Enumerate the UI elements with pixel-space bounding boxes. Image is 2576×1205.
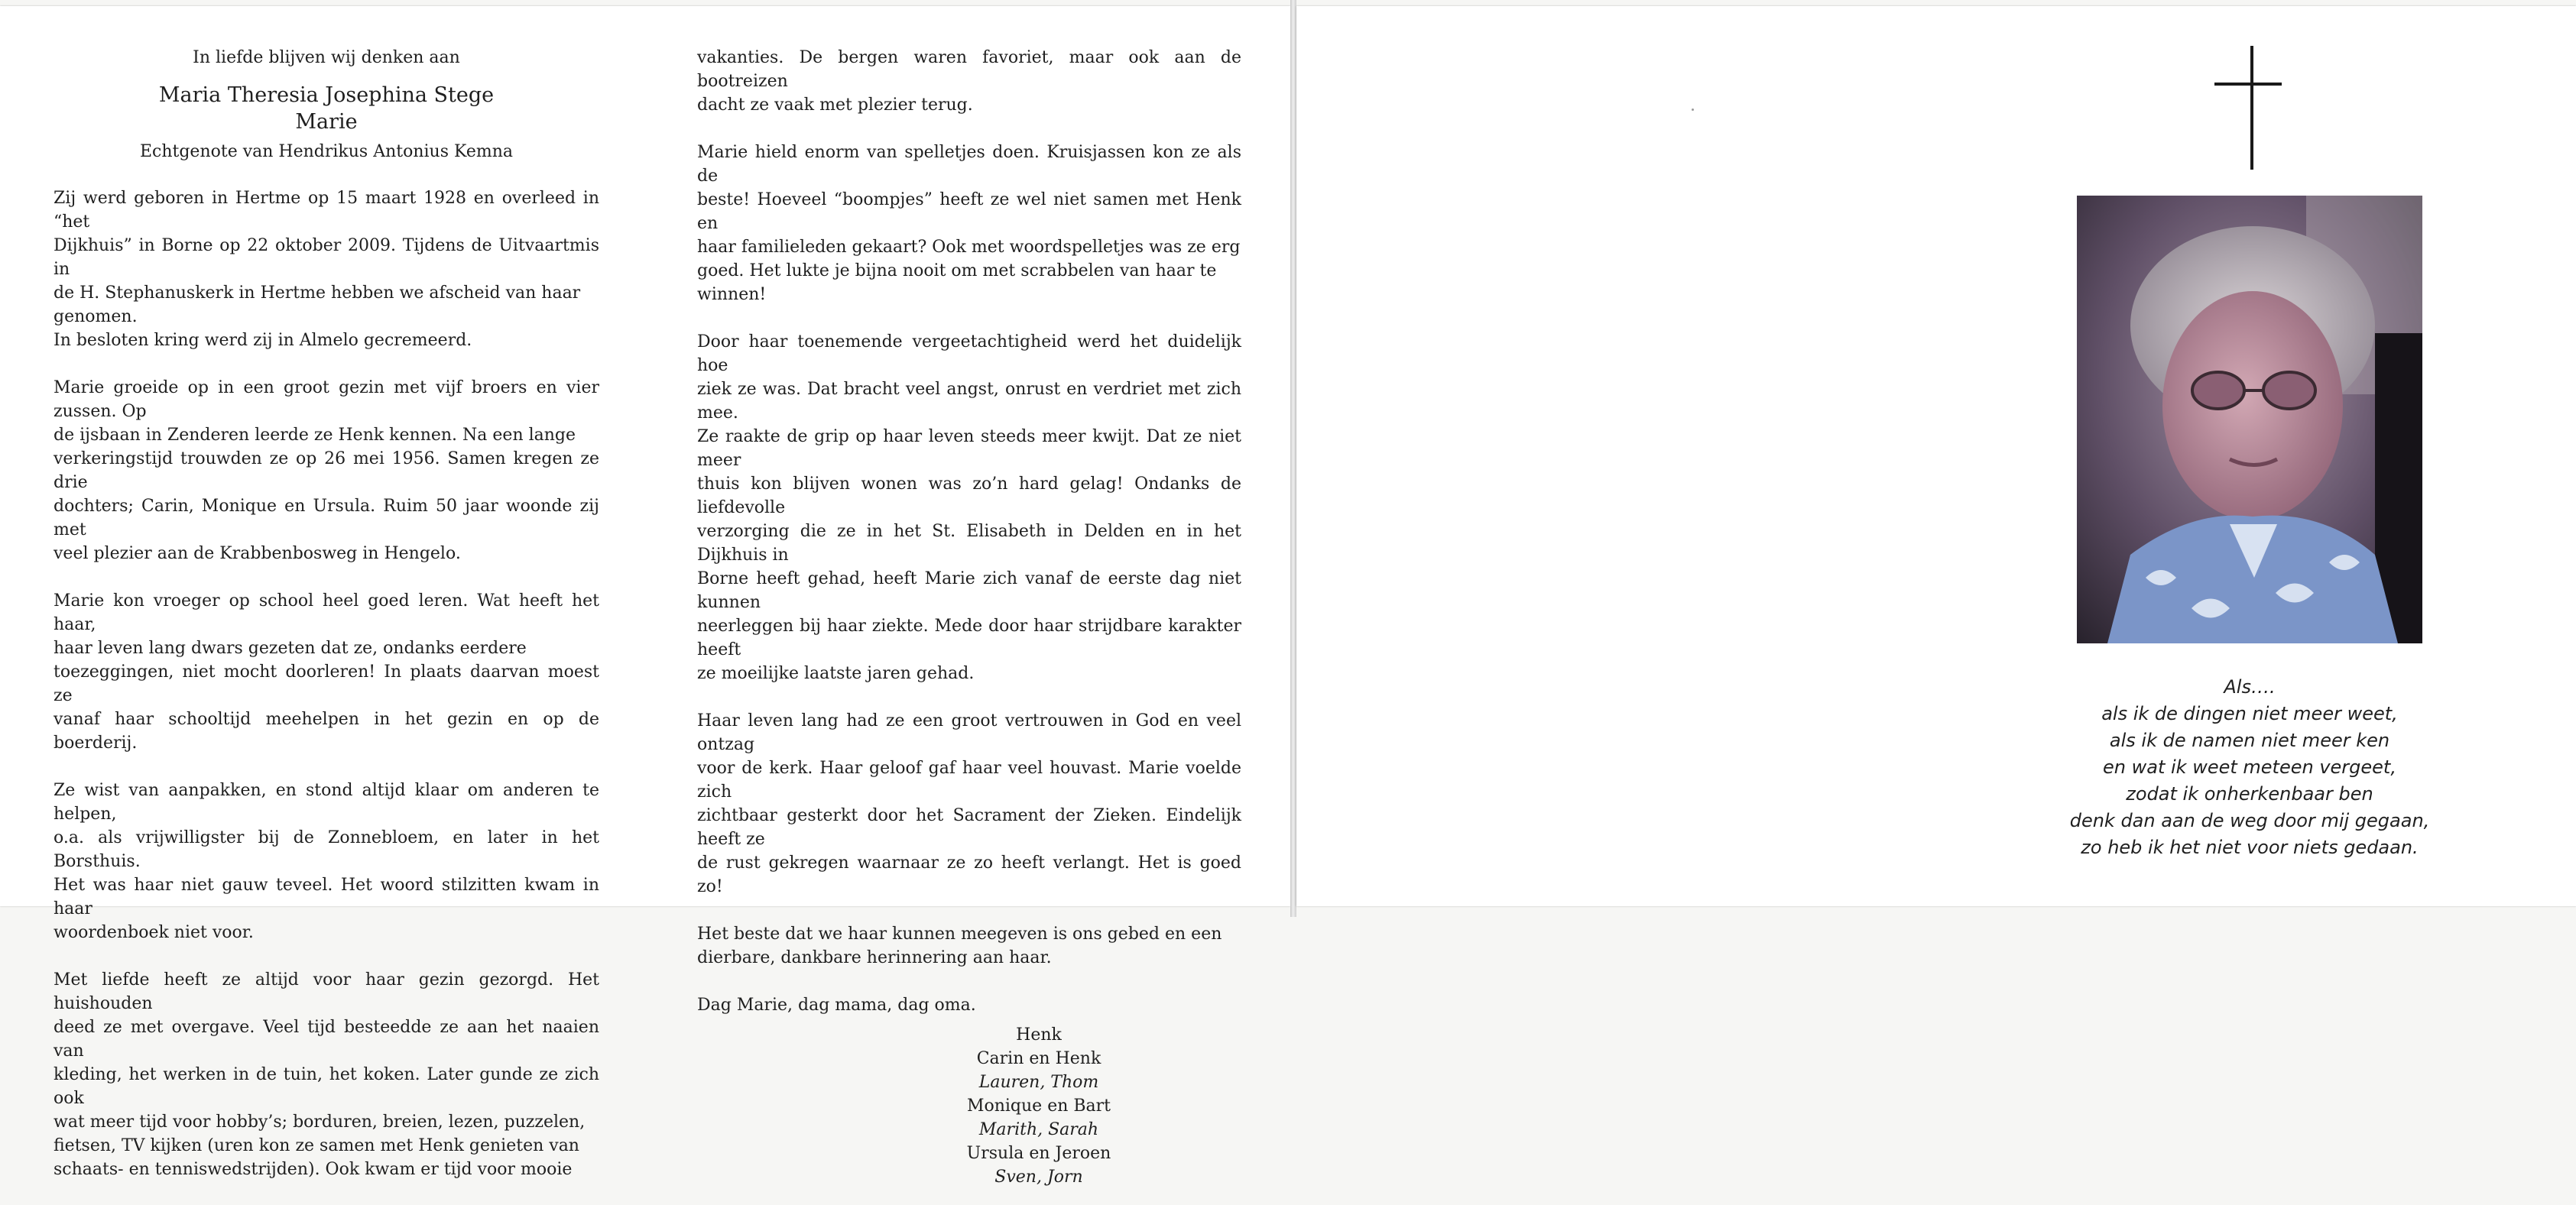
paragraph bbox=[54, 376, 599, 565]
paragraph-line: Zij werd geboren in Hertme op 15 maart 1928 en overleed in “het bbox=[54, 189, 599, 232]
paragraph bbox=[54, 779, 599, 944]
poem bbox=[2064, 674, 2435, 861]
paragraph bbox=[697, 330, 1241, 685]
deceased-full-name: Maria Theresia Josephina Stege bbox=[158, 83, 495, 107]
paragraph-line: voor de kerk. Haar geloof gaf haar veel houvast. Marie voelde zich bbox=[697, 759, 1241, 802]
family-member: Henk bbox=[1016, 1025, 1062, 1045]
poem-line: als ik de namen niet meer ken bbox=[2109, 730, 2390, 751]
biography-part-1 bbox=[54, 186, 599, 1181]
paragraph-line: de H. Stephanuskerk in Hertme hebben we afscheid van haar bbox=[54, 283, 581, 303]
poem-line: als ik de dingen niet meer weet, bbox=[2101, 703, 2398, 724]
paragraph-line: verzorging die ze in het St. Elisabeth in Delden en in het Dijkhuis in bbox=[697, 522, 1241, 565]
text-column-right bbox=[697, 46, 1241, 1189]
paragraph-line: toezeggingen, niet mocht doorleren! In plaats daarvan moest ze bbox=[54, 662, 599, 705]
paragraph bbox=[54, 968, 599, 1181]
card-fold bbox=[1290, 0, 1296, 917]
paragraph-line: woordenboek niet voor. bbox=[54, 923, 254, 942]
paragraph-line: zichtbaar gesterkt door het Sacrament der Zieken. Eindelijk heeft ze bbox=[697, 806, 1241, 849]
paragraph-line: haar leven lang dwars gezeten dat ze, ondanks eerdere bbox=[54, 639, 527, 658]
paragraph-line: vakanties. De bergen waren favoriet, maar ook aan de bootreizen bbox=[697, 48, 1241, 91]
paragraph-line: kleding, het werken in de tuin, het koken. Later gunde ze zich ook bbox=[54, 1065, 599, 1108]
family-member: Monique en Bart bbox=[966, 1096, 1111, 1116]
paragraph-line: fietsen, TV kijken (uren kon ze samen met Henk genieten van bbox=[54, 1136, 579, 1155]
biography-part-2 bbox=[697, 46, 1241, 970]
paragraph-line: In besloten kring werd zij in Almelo gecremeerd. bbox=[54, 331, 472, 350]
paragraph-line: thuis kon blijven wonen was zo’n hard gelag! Ondanks de liefdevolle bbox=[697, 475, 1241, 517]
paragraph-line: ziek ze was. Dat bracht veel angst, onrust en verdriet met zich mee. bbox=[697, 380, 1241, 423]
paragraph bbox=[697, 709, 1241, 899]
paragraph bbox=[697, 922, 1241, 970]
paragraph-line: winnen! bbox=[697, 285, 767, 304]
paragraph-line: ze moeilijke laatste jaren gehad. bbox=[697, 664, 975, 683]
paragraph-line: goed. Het lukte je bijna nooit om met scrabbelen van haar te bbox=[697, 261, 1217, 280]
paragraph-line: vanaf haar schooltijd meehelpen in het gezin en op de boerderij. bbox=[54, 710, 599, 753]
paragraph-line: Haar leven lang had ze een groot vertrouwen in God en veel ontzag bbox=[697, 711, 1241, 754]
paragraph-line: verkeringstijd trouwden ze op 26 mei 1956. Samen kregen ze drie bbox=[54, 449, 599, 492]
paragraph-line: neerleggen bij haar ziekte. Mede door haar strijdbare karakter heeft bbox=[697, 617, 1241, 659]
paragraph-line: dochters; Carin, Monique en Ursula. Ruim 50 jaar woonde zij met bbox=[54, 497, 599, 539]
paragraph-line: deed ze met overgave. Veel tijd besteedde ze aan het naaien van bbox=[54, 1018, 599, 1061]
paragraph-line: Door haar toenemende vergeetachtigheid werd het duidelijk hoe bbox=[697, 332, 1241, 375]
paragraph-line: dacht ze vaak met plezier terug. bbox=[697, 96, 973, 115]
cross-icon-bar bbox=[2214, 83, 2282, 86]
spouse-line: Echtgenote van Hendrikus Antonius Kemna bbox=[139, 142, 514, 161]
paragraph-line: o.a. als vrijwilligster bij de Zonnebloem, en later in het Borsthuis. bbox=[54, 828, 599, 871]
paragraph-line: de rust gekregen waarnaar ze zo heeft verlangt. Het is goed zo! bbox=[697, 854, 1241, 896]
paragraph-line: schaats- en tenniswedstrijden). Ook kwam er tijd voor mooie bbox=[54, 1160, 573, 1179]
cross-icon bbox=[2250, 46, 2253, 170]
poem-line: en wat ik weet meteen vergeet, bbox=[2103, 756, 2396, 778]
paragraph bbox=[697, 46, 1241, 117]
paragraph-line: wat meer tijd voor hobby’s; borduren, breien, lezen, puzzelen, bbox=[54, 1113, 586, 1132]
poem-line: zodat ik onherkenbaar ben bbox=[2126, 783, 2373, 805]
intro-line: In liefde blijven wij denken aan bbox=[193, 48, 460, 67]
portrait-illustration bbox=[2077, 196, 2422, 643]
portrait-photo bbox=[2077, 196, 2422, 643]
paragraph-line: beste! Hoeveel “boompjes” heeft ze wel niet samen met Henk en bbox=[697, 190, 1241, 233]
paragraph-line: genomen. bbox=[54, 307, 138, 326]
poem-line: denk dan aan de weg door mij gegaan, bbox=[2069, 810, 2430, 831]
paper-speck bbox=[1692, 109, 1694, 111]
paragraph-line: Het beste dat we haar kunnen meegeven is ons gebed en een bbox=[697, 925, 1222, 944]
paragraph-line: dierbare, dankbare herinnering aan haar. bbox=[697, 948, 1052, 967]
family-signoff bbox=[959, 1023, 1119, 1189]
paragraph-line: Met liefde heeft ze altijd voor haar gezin gezorgd. Het huishouden bbox=[54, 970, 599, 1013]
family-member: Carin en Henk bbox=[976, 1049, 1101, 1068]
paragraph-line: haar familieleden gekaart? Ook met woordspelletjes was ze erg bbox=[697, 238, 1241, 257]
closing-line: Dag Marie, dag mama, dag oma. bbox=[697, 996, 976, 1015]
poem-line: Als…. bbox=[2224, 676, 2276, 698]
paragraph-line: Ze raakte de grip op haar leven steeds meer kwijt. Dat ze niet meer bbox=[697, 427, 1241, 470]
family-grandchildren: Sven, Jorn bbox=[994, 1168, 1083, 1187]
paragraph-line: veel plezier aan de Krabbenbosweg in Hengelo. bbox=[54, 544, 461, 563]
paragraph-line: Dijkhuis” in Borne op 22 oktober 2009. Tijdens de Uitvaartmis in bbox=[54, 236, 599, 279]
paragraph-line: Marie hield enorm van spelletjes doen. Kruisjassen kon ze als de bbox=[697, 143, 1241, 186]
family-grandchildren: Lauren, Thom bbox=[978, 1073, 1099, 1092]
paragraph-line: Marie groeide op in een groot gezin met vijf broers en vier zussen. Op bbox=[54, 378, 599, 421]
text-column-left bbox=[54, 46, 599, 1205]
paragraph-line: Ze wist van aanpakken, en stond altijd klaar om anderen te helpen, bbox=[54, 781, 599, 824]
paragraph-line: de ijsbaan in Zenderen leerde ze Henk kennen. Na een lange bbox=[54, 426, 576, 445]
paragraph bbox=[54, 589, 599, 755]
paragraph-line: Marie kon vroeger op school heel goed leren. Wat heeft het haar, bbox=[54, 591, 599, 634]
poem-line: zo heb ik het niet voor niets gedaan. bbox=[2081, 837, 2419, 858]
family-member: Ursula en Jeroen bbox=[966, 1144, 1111, 1163]
paragraph-line: Het was haar niet gauw teveel. Het woord stilzitten kwam in haar bbox=[54, 876, 599, 918]
family-grandchildren: Marith, Sarah bbox=[978, 1120, 1099, 1139]
deceased-nickname: Marie bbox=[295, 110, 358, 134]
paragraph bbox=[54, 186, 599, 352]
paragraph bbox=[697, 141, 1241, 306]
paragraph-line: Borne heeft gehad, heeft Marie zich vanaf de eerste dag niet kunnen bbox=[697, 569, 1241, 612]
